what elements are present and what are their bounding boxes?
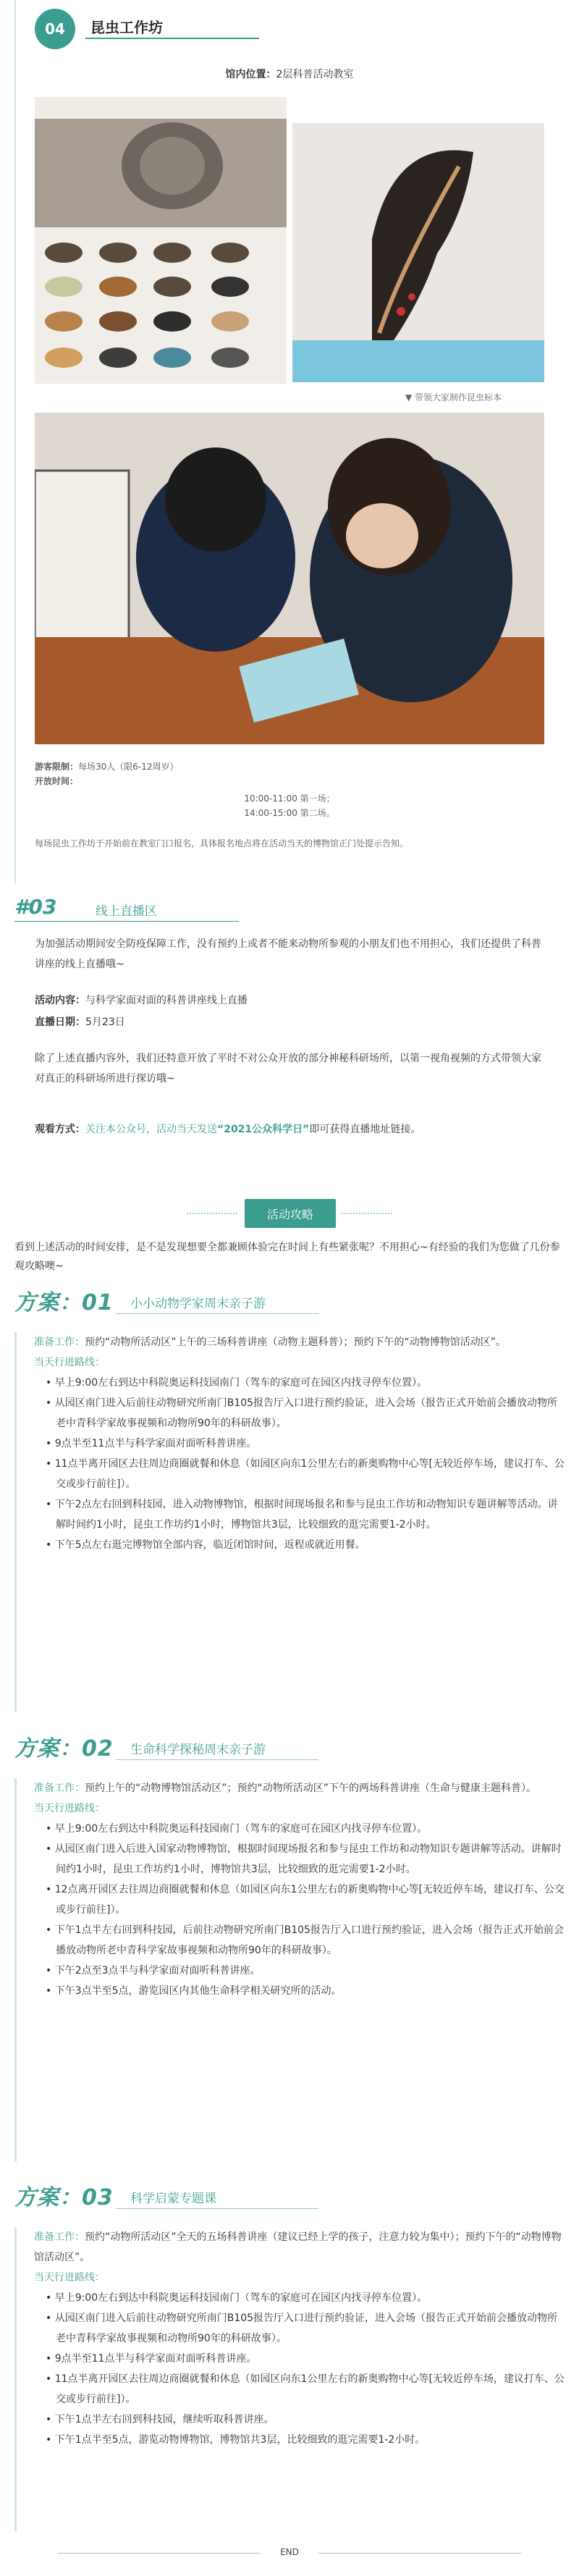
end-marker: END — [280, 2547, 299, 2557]
route-label: 当天行进路线： — [34, 1803, 105, 1814]
prep-label: 准备工作： — [34, 1337, 85, 1348]
watch-result: 即可获得直播地址链接。 — [309, 1124, 421, 1135]
livestream-date — [35, 1012, 547, 1032]
livestream-extra: 除了上述直播内容外，我们还特意开放了平时不对公众开放的部分神秘科研场所，以第一视角视频的方式带领大家对真正的科研场所进行探访哦~ — [35, 1053, 541, 1085]
section-title: 昆虫工作坊 — [90, 19, 163, 36]
route-step: • 12点离开园区去往周边商圈就餐和休息（如园区向东1公里左右的新奥购物中心等[无较近停车场，建议打车、公交或步行前往]）。 — [46, 1884, 565, 1916]
route-step: • 9点半至11点半与科学家面对面听科普讲座。 — [46, 1438, 257, 1449]
specimen-photo-art — [35, 97, 287, 384]
livestream-intro: 为加强活动期间安全防疫保障工作，没有预约上或者不能来动物所参观的小朋友们也不用担心，我们还提供了科普讲座的线上直播哦~ — [35, 938, 541, 970]
route-step: • 早上9:00左右到达中科院奥运科技园南门（驾车的家庭可在园区内找寻停车位置）。 — [46, 1823, 428, 1835]
content-value: 与科学家面对面的科普讲座线上直播 — [85, 995, 248, 1006]
route-step: • 早上9:00左右到达中科院奥运科技园南门（驾车的家庭可在园区内找寻停车位置）。 — [46, 2292, 428, 2304]
plan-title-2: 生命科学探秘周末亲子游 — [130, 1743, 266, 1757]
section-title: 线上直播区 — [96, 904, 157, 919]
watch-label: 观看方式： — [35, 1124, 85, 1135]
plan-underline — [116, 1759, 318, 1760]
section-underline — [85, 38, 259, 39]
limit-value: 每场30人（限6-12周岁） — [78, 762, 179, 772]
hall-location — [0, 67, 579, 81]
route-step: • 下午1点半左右回到科技园，继续听取科普讲座。 — [46, 2414, 274, 2425]
prep-label: 准备工作： — [34, 2231, 85, 2243]
route-step: • 下午2点左右回到科技园，进入动物博物馆，根据时间现场报名和参与昆虫工作坊和动物知识专题讲解等活动。讲解时间约1小时，昆虫工作坊约1小时，博物馆共3层，比较细致的逛完需要1-2小时。 — [46, 1499, 558, 1531]
hall-label: 馆内位置： — [225, 69, 276, 80]
butterfly-photo — [292, 123, 544, 382]
photo-caption: ▼ 带领大家制作昆虫标本 — [405, 392, 502, 403]
route-label: 当天行进路线： — [34, 2272, 105, 2284]
workshop-photo-art — [35, 413, 544, 744]
registration-notice: 每场昆虫工作坊于开始前在教室门口报名，具体报名地点将在活动当天的博物馆正门处提示告知。 — [35, 838, 409, 849]
route-step: • 下午1点半左右回到科技园，后前往动物研究所南门B105报告厅入口进行预约验证，进入会场（报告正式开始前会播放动物所老中青科学家故事视频和动物所90年的科研故事）。 — [46, 1924, 564, 1956]
decor-line — [14, 43, 16, 883]
livestream-content — [35, 990, 547, 1011]
section-number-badge: 04 — [35, 9, 75, 49]
prep-line — [34, 2227, 565, 2268]
route-step: • 下午2点至3点半与科学家面对面听科普讲座。 — [46, 1965, 261, 1977]
plan-underline — [116, 2208, 318, 2209]
prep-line — [34, 1778, 565, 1798]
prep-line — [34, 1332, 565, 1352]
insect-specimen-photo — [35, 97, 287, 384]
prep-text: 预约上午的“动物博物馆活动区”；预约“动物所活动区”下午的两场科普讲座（生命与健康主题科普）。 — [85, 1782, 537, 1794]
route-step: • 从园区南门进入后进入国家动物博物馆，根据时间现场报名和参与昆虫工作坊和动物知识专题讲解等活动。讲解时间约1小时，昆虫工作坊约1小时，博物馆共3层，比较细致的逛完需要1-2小时。 — [46, 1843, 562, 1875]
route-step: • 下午3点半至5点，游览园区内其他生命科学相关研究所的活动。 — [46, 1985, 342, 1997]
section-tag: #03 — [14, 895, 57, 919]
route-step: • 从园区南门进入后前往动物研究所南门B105报告厅入口进行预约验证，进入会场（报告正式开始前会播放动物所老中青科学家故事视频和动物所90年的科研故事）。 — [46, 2312, 558, 2344]
time-slot-1: 10:00-11:00 第一场； — [244, 794, 335, 804]
prep-label: 准备工作： — [34, 1782, 85, 1794]
route-label: 当天行进路线： — [34, 1357, 105, 1368]
date-label: 直播日期： — [35, 1016, 85, 1028]
limit-label: 游客限制： — [35, 762, 79, 772]
butterfly-photo-art — [292, 123, 544, 382]
route-step: • 下午5点左右逛完博物馆全部内容，临近闭馆时间，返程或就近用餐。 — [46, 1539, 365, 1551]
open-time-label: 开放时间： — [35, 776, 79, 786]
hall-value: 2层科普活动教室 — [276, 69, 354, 80]
watch-keyword: “2021公众科学日” — [217, 1124, 310, 1135]
end-divider-right — [318, 2553, 521, 2554]
plan-head-1: 方案：01 — [14, 1290, 114, 1316]
route-step: • 下午1点半至5点，游览动物博物馆，博物馆共3层，比较细致的逛完需要1-2小时。 — [46, 2434, 426, 2446]
route-step: • 9点半至11点半与科学家面对面听科普讲座。 — [46, 2353, 257, 2365]
plan-2-details — [14, 1778, 565, 2162]
strategy-button[interactable]: 活动攻略 — [245, 1199, 336, 1228]
visitor-limit — [35, 760, 179, 773]
date-value: 5月23日 — [85, 1016, 125, 1028]
content-label: 活动内容： — [35, 995, 85, 1006]
watch-method — [35, 1119, 547, 1140]
workshop-photo — [35, 413, 544, 744]
plan-head-2: 方案：02 — [14, 1736, 114, 1761]
watch-instruction: 关注本公众号，活动当天发送 — [85, 1124, 217, 1135]
divider-dotted-left — [187, 1213, 237, 1214]
plan-1-details — [14, 1332, 565, 1712]
plan-title-1: 小小动物学家周末亲子游 — [130, 1297, 266, 1311]
strategy-intro: 看到上述活动的时间安排，是不是发现想要全都兼顾体验完在时间上有些紧张呢？不用担心~有经验的我们为您做了几份参观攻略噢~ — [14, 1242, 560, 1272]
route-step: • 从园区南门进入后前往动物研究所南门B105报告厅入口进行预约验证，进入会场（报告正式开始前会播放动物所老中青科学家故事视频和动物所90年的科研故事）。 — [46, 1397, 558, 1429]
route-step: • 11点半离开园区去往周边商圈就餐和休息（如园区向东1公里左右的新奥购物中心等[无较近停车场，建议打车、公交或步行前往]）。 — [46, 1458, 565, 1490]
plan-title-3: 科学启蒙专题课 — [130, 2192, 216, 2206]
section-underline — [14, 921, 239, 922]
divider-dotted-right — [342, 1213, 392, 1214]
route-step: • 早上9:00左右到达中科院奥运科技园南门（驾车的家庭可在园区内找寻停车位置）。 — [46, 1377, 428, 1389]
plan-underline — [116, 1313, 318, 1314]
plan-head-3: 方案：03 — [14, 2185, 114, 2210]
prep-text: 预约“动物所活动区”全天的五场科普讲座（建议已经上学的孩子，注意力较为集中）；预约下午的“动物博物馆活动区”。 — [34, 2231, 562, 2263]
route-step: • 11点半离开园区去往周边商圈就餐和休息（如园区向东1公里左右的新奥购物中心等[无较近停车场，建议打车、公交或步行前往]）。 — [46, 2373, 565, 2405]
time-slot-2: 14:00-15:00 第二场。 — [244, 808, 335, 818]
plan-3-details — [14, 2227, 565, 2531]
prep-text: 预约“动物所活动区”上午的三场科普讲座（动物主题科普）；预约下午的“动物博物馆活动区”。 — [85, 1337, 507, 1348]
